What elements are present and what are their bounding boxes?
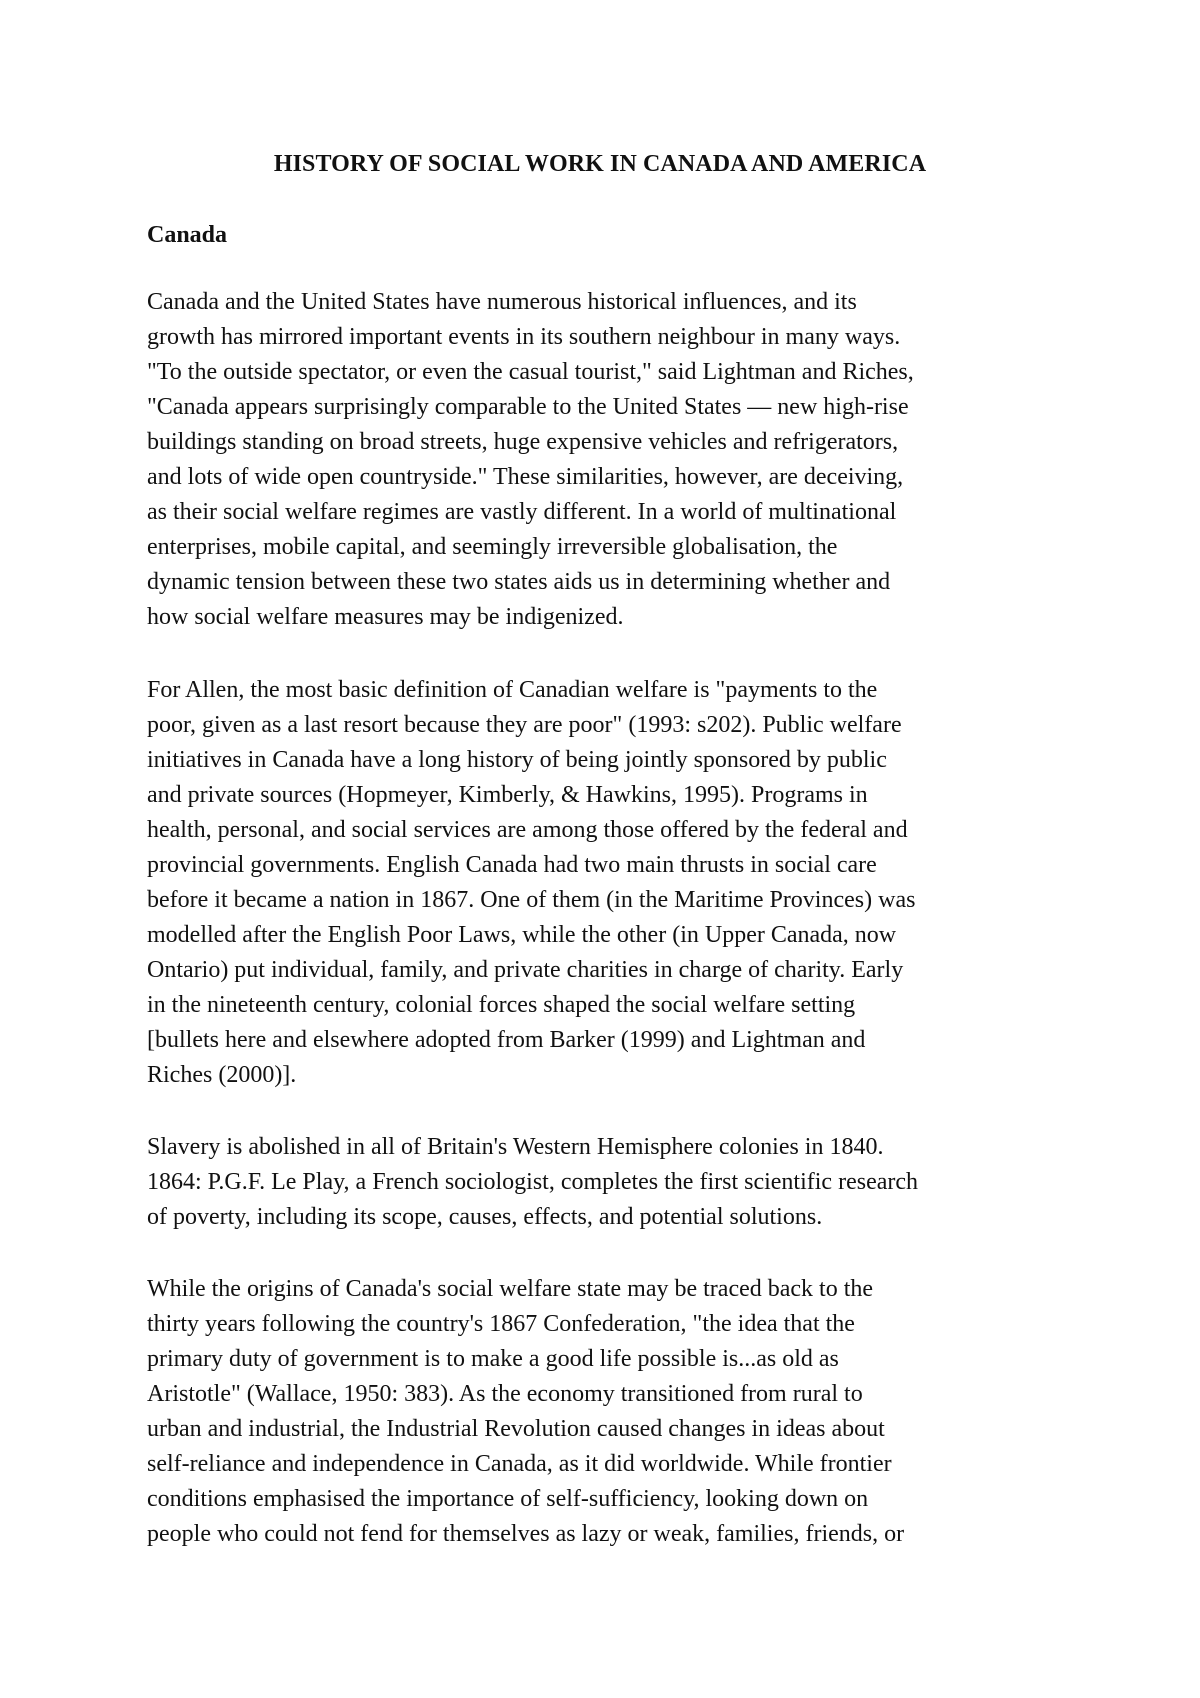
text-line: "Canada appears surprisingly comparable to the United States — new high-rise bbox=[147, 394, 909, 420]
text-line: people who could not fend for themselves as lazy or weak, families, friends, or bbox=[147, 1521, 905, 1547]
text-line: and lots of wide open countryside." These similarities, however, are deceiving, bbox=[147, 464, 904, 490]
text-line: Aristotle" (Wallace, 1950: 383). As the economy transitioned from rural to bbox=[147, 1381, 863, 1407]
text-line: poor, given as a last resort because they are poor" (1993: s202). Public welfare bbox=[147, 712, 902, 738]
text-line: While the origins of Canada's social welfare state may be traced back to the bbox=[147, 1276, 874, 1302]
text-line: health, personal, and social services are among those offered by the federal and bbox=[147, 817, 908, 843]
text-line: conditions emphasised the importance of self-sufficiency, looking down on bbox=[147, 1486, 869, 1512]
text-line: Slavery is abolished in all of Britain's Western Hemisphere colonies in 1840. bbox=[147, 1134, 884, 1160]
text-line: Canada and the United States have numerous historical influences, and its bbox=[147, 289, 857, 315]
text-line: urban and industrial, the Industrial Revolution caused changes in ideas about bbox=[147, 1416, 885, 1442]
text-line: how social welfare measures may be indigenized. bbox=[147, 604, 624, 630]
document-title: HISTORY OF SOCIAL WORK IN CANADA AND AMERICA bbox=[273, 151, 927, 177]
paragraph bbox=[147, 1272, 1077, 1552]
text-line: provincial governments. English Canada had two main thrusts in social care bbox=[147, 852, 877, 878]
text-line: as their social welfare regimes are vastly different. In a world of multinational bbox=[147, 499, 897, 525]
text-line: primary duty of government is to make a good life possible is...as old as bbox=[147, 1346, 839, 1372]
text-line: Ontario) put individual, family, and private charities in charge of charity. Early bbox=[147, 957, 904, 983]
paragraph bbox=[147, 1130, 1077, 1235]
text-line: self-reliance and independence in Canada, as it did worldwide. While frontier bbox=[147, 1451, 892, 1477]
text-line: initiatives in Canada have a long history of being jointly sponsored by public bbox=[147, 747, 887, 773]
text-line: and private sources (Hopmeyer, Kimberly, & Hawkins, 1995). Programs in bbox=[147, 782, 868, 808]
text-line: growth has mirrored important events in its southern neighbour in many ways. bbox=[147, 324, 901, 350]
text-line: buildings standing on broad streets, huge expensive vehicles and refrigerators, bbox=[147, 429, 899, 455]
text-line: before it became a nation in 1867. One of them (in the Maritime Provinces) was bbox=[147, 887, 916, 913]
paragraph bbox=[147, 285, 1077, 635]
section-heading: Canada bbox=[147, 222, 228, 248]
text-line: "To the outside spectator, or even the casual tourist," said Lightman and Riches, bbox=[147, 359, 914, 385]
text-line: [bullets here and elsewhere adopted from Barker (1999) and Lightman and bbox=[147, 1027, 866, 1053]
text-line: modelled after the English Poor Laws, while the other (in Upper Canada, now bbox=[147, 922, 897, 948]
text-line: dynamic tension between these two states aids us in determining whether and bbox=[147, 569, 891, 595]
text-line: Riches (2000)]. bbox=[147, 1062, 297, 1088]
paragraph bbox=[147, 673, 1077, 1093]
text-line: enterprises, mobile capital, and seemingly irreversible globalisation, the bbox=[147, 534, 838, 560]
text-line: in the nineteenth century, colonial forces shaped the social welfare setting bbox=[147, 992, 856, 1018]
text-line: thirty years following the country's 1867 Confederation, "the idea that the bbox=[147, 1311, 855, 1337]
text-line: 1864: P.G.F. Le Play, a French sociologist, completes the first scientific research bbox=[147, 1169, 919, 1195]
text-line: For Allen, the most basic definition of Canadian welfare is "payments to the bbox=[147, 677, 878, 703]
text-line: of poverty, including its scope, causes, effects, and potential solutions. bbox=[147, 1204, 823, 1230]
